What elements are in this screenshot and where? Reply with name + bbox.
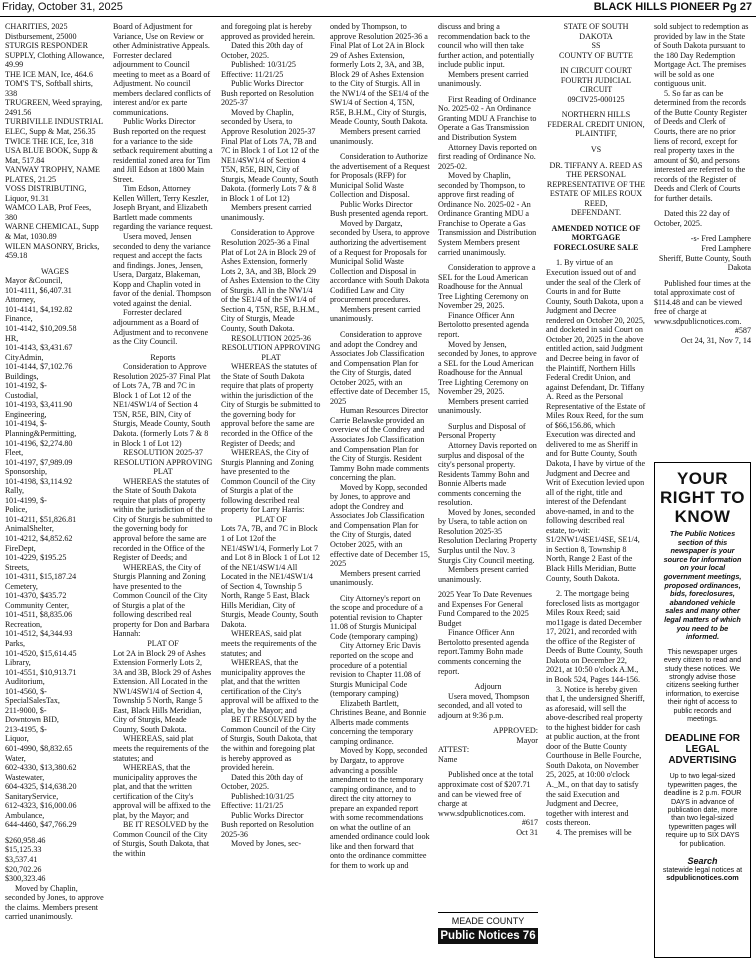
paragraph: PLAINTIFF, [575,129,617,139]
paragraph: 101-4311, $15,187.24 [5,572,77,582]
paragraph: WHEREAS, said plat meets the requirements of the statutes; and [221,629,317,658]
paragraph: Dated this 22 day of October, 2025. [654,209,730,228]
paragraph: Sponsorship, [5,467,48,477]
paragraph: WAMCO LAB, Prof Fees, 380 [5,203,92,222]
paragraph: Public Works Director Bush reported on Resolution 2025-36 [221,810,314,839]
footer-county: MEADE COUNTY [451,916,525,926]
paragraph: Library, [5,658,31,668]
paragraph: WARNE CHEMICAL, Supp & Mat, 1030.89 [5,222,99,242]
search-label: Search [687,856,718,867]
paragraph: Buildings, [5,371,39,381]
paragraph: First Reading of Ordinance No. 2025-02 - An Ordinance Granting MDU A Franchise to Operate a Gas Transmission and Distribution System [438,94,537,143]
search-text: statewide legal notices at [662,866,743,875]
paragraph: STURGIS RESPONDER SUPPLY, Clothing Allowance, 49.99 [5,41,105,70]
paragraph: Downtown BID, [5,715,59,725]
paragraph: Surplus and Disposal of Personal Property [438,421,526,441]
paragraph: RESOLUTION APPROVING PLAT [221,343,321,362]
paragraph: Moved by Chaplin, seconded by Thompson, to approve first reading of Ordinance No. 2025-02 - An Ordinance Granting MDU a Franchise to Operate a Gas Transmission and Distribution System Members present carried unanimously. [438,171,537,257]
paragraph: 2. The mortgage being foreclosed lists as mortgagor Miles Roux Reed; said mo11gage is dated December 17, 2021, and recorded with the office of the Register of Deeds of Butte County, South Dakota on December 22, 2021, at 10:50 o'clock A.M., in Book 524, Pages 144-156. [546,589,643,684]
paragraph: CHARITIES, 2025 Distbursement, 25000 [5,22,77,41]
paper-name-page: BLACK HILLS PIONEER Pg 27 [593,1,752,13]
paragraph: #617 [521,818,538,828]
page-header [0,0,756,17]
paragraph: 101-4551, $10,913.71 [5,667,77,677]
paragraph: 101-4144, $7,102.76 [5,362,73,372]
paragraph: VS [590,145,602,155]
paragraph: S1/2NW1/4SE1/4SE, SE1/4, in Section 8, Township 8 North, Range 2 East of the Black Hills Meridian, Butte County, South Dakota. [546,535,640,583]
column-7 [654,22,751,362]
paragraph: 101-4512, $4,344.93 [5,629,73,639]
paragraph: Community Center, [5,600,69,610]
paragraph: onded by Thompson, to approve Resolution 2025-36 a Final Plat of Lot 2A in Block 29 of Ashes Extension, formerly Lots 2, 3A, and 3B, Block 29 of Ashes Extension to the City of Sturgis. All in the NW1/4 of the SE1/4 of the SW1/4 of Section 4, T5N, R5E, B.H.M., City of Sturgis, Meade County, South Dakota. [330,22,429,127]
paragraph: Rally, [5,486,25,496]
paragraph: Tim Edson, Attorney Kellen Willert, Terry Keszler, Joseph Bryant, and Elizabeth Bartlett made comments regarding the variance request. [113,184,213,232]
paragraph: CityAdmin, [5,352,44,362]
paragraph: Moved by Jensen, seconded by Jones, to approve a SEL for the Loud American Roadhouse for the Annual Tree Lighting Ceremony on November 29, 2025. [438,339,537,397]
paragraph: SS [591,41,601,51]
paragraph: TOM'S T'S, Softball shirts, 338 [5,79,93,98]
paragraph: Cemetery, [5,581,38,591]
paragraph: -s- Fred Lamphere [690,234,751,244]
paragraph: Usera moved, Thompson seconded, and all voted to adjourn at 9:36 p.m. [438,691,530,720]
paragraph: Water, [5,753,26,763]
paragraph: RESOLUTION 2025-37 [123,448,203,458]
paragraph: Finance Officer Ann Bertolotto presented agenda report.Tammy Bohn made comments concerning the report. [438,628,529,676]
paragraph: Public Works Director Bush reported on the request for a variance to the side setback requirement abutting a residential zoned area for Tim and Jill Edson at 1800 Main Street. [113,117,213,184]
column-6 [546,22,646,970]
deadline-text: Up to two legal-sized typewritten pages, the deadline is 2 p.m. FOUR DAYS in advance of publication date, more than two legal-sized typewritten pages will require up to SIX DAYS for publication. [663,772,742,848]
box-urge: This newspaper urges every citizen to read and study these notices. We strongly advise those citizens seeking further information, to exercise their right of access to public records and meetings. [663,647,742,723]
paragraph: 5. So far as can be determined from the records of the Butte County Register of Deeds and Clerk of Courts, there are no prior liens of record, except for real property taxes in the amount of $0, and persons interested are referred to the records of the Register of Deeds and Clerk of Courts for further details. [654,88,748,203]
paragraph: AMENDED NOTICE OF MORTGAGE FORECLOSURE SALE [551,223,641,252]
paragraph: Fred Lamphere [701,244,751,254]
paragraph: VOSS DISTRIBUTING, Liquor, 91.31 [5,184,87,203]
paragraph: Members present carried unanimously. [330,304,421,324]
paragraph: PLAT OF [255,514,287,524]
paragraph: TWICE THE ICE, Ice, 318 [5,136,94,146]
paragraph: Finance Officer Ann Bertolotto presented agenda report. [438,310,529,339]
paragraph: Oct 24, 31, Nov 7, 14 [680,335,751,345]
box-headline: YOUR RIGHT TO KNOW [660,469,745,526]
paragraph: 3. Notice is hereby given that I, the undersigned Sheriff, as aforesaid, will sell the above-described real property to the highest bidder for cash at public auction, at the front door of the Butte County Courthouse in Belle Fourche, South Dakota, on November 25, 2025, at 10:00 o'clock A._M., on that day to satisfy the said Execution and Judgment and Decree, together with interest and costs thereon. [546,684,645,828]
paragraph: Elizabeth Bartlett, Christines Beane, and Bonnie Alberts made comments concerning the temporary camping ordinance. [330,698,427,746]
paragraph: USA BLUE BOOK, Supp & Mat, 517.84 [5,146,98,165]
paragraph: WHEREAS the statutes of the State of South Dakota require that plats of property within the jurisdiction of the City of Sturgis be submitted to the governing body for approval before the same are recorded in the Office of the Register of Deeds; and [113,476,213,563]
paragraph: 101-4196, $2,274.80 [5,438,73,448]
paragraph: Moved by Kopp, seconded by Jones, to approve and adopt the Condrey and Associates Job Classification and Compensation Plan for the City of Sturgis, dated October 2025, with an effective date of December 15, 2025 [330,482,430,569]
paragraph: WHEREAS, the City of Sturgis Planning and Zoning have presented to the Common Council of the City of Sturgis a plat of the following described real property for Don and Barbara Hannah: [113,562,210,639]
paragraph: Consideration to approve a SEL for the Loud American Roadhouse for the Annual Tree Lighting Ceremony on November 29, 2025. [438,263,536,311]
paragraph: discuss and bring a recommendation back to the council who will then take further action, and potentially include public input. [438,22,535,70]
right-to-know-box [654,462,751,958]
paragraph: Public Works Director Bush presented agenda report. [330,199,428,219]
paragraph: Auditorium, [5,677,45,687]
paragraph: Moved by Kopp, seconded by Dargatz, to approve advancing a possible amendment to the temporary camping ordinance, and to direct the city attorney to prepare an expanded report with some recommendations on what the outline of an amended ordinance could look like and then forward that onto the ordinance committee for them to work up and [330,746,430,871]
paragraph: 1. By virtue of an Execution issued out of and under the seal of the Clerk of Courts in and for Butte County, South Dakota, upon a Judgment and Decree rendered on October 20, 2025, and docketed in said Court on October 20, 2025 in the above entitled action, said Judgment and Decree being in favor of the Plaintiff, Northern Hills Federal Credit Union, and against Defendant, Dr. Tiffany A. Reed as the Personal Representative of the Estate of Miles Roux Reed, for the sum of $66,156.86, which Execution was directed and delivered to me as Sheriff in and for Butte County, South Dakota, I have by virtue of the Judgment and Decree and Writ of Execution levied upon all of the right, title and interest of the Defendant above-named, in and to the following described real estate, to-wit: [546,258,646,535]
paragraph: 602-4330, $13,380.62 [5,763,77,773]
paragraph: FireDept, [5,543,36,553]
paragraph: AnimalShelter, [5,524,54,534]
paragraph: Published: 10/31/25 [231,60,296,70]
paragraph: 101-4198, $3,114.92 [5,476,73,486]
paragraph: Oct 31 [516,827,538,837]
paragraph: Published once at the total approximate cost of $207.71 and can be viewed free of charge at www.sdpublicnotices.com. [438,770,534,818]
paragraph: 101-4197, $7,989.09 [5,457,73,467]
paragraph: BE IT RESOLVED by the Common Council of the City of Sturgis, South Dakota, that the within [113,820,210,859]
paragraph: 101-4192, $- [5,381,47,391]
paragraph: Members present carried unanimously. [330,568,421,588]
paragraph: City Attorney's report on the scope and procedure of a potential revision to Chapter 11.08 of Sturgis Municipal Code (temporary camping) [330,593,423,641]
paragraph: #587 [734,326,751,336]
paragraph: Custodial, [5,390,39,400]
paragraph: 4. The premises will be [556,827,632,837]
paragraph: Fleet, [5,448,24,458]
paragraph: Consideration to Authorize the advertisement of a Request for Proposals (RFP) for Municipal Solid Waste Collection and Disposal. [330,152,430,200]
paragraph: Adjourn [474,682,502,692]
paragraph: $300,323.46 [5,874,46,884]
paragraph: Board of Adjustment for Variance, Use on Review or other Administrative Appeals. Forrester declared adjournment to Council meeting to meet as a Board of Adjustment. No council members declared conflicts of interest and/or ex parte communications. [113,22,211,117]
paragraph: sold subject to redemption as provided by law in the State of South Dakota pursuant to the 180 Day Redemption Mortgage Act. The premises will be sold as one contiguous unit. [654,22,749,89]
column-4 [330,22,430,970]
paragraph: Moved by Jones, sec- [231,839,302,849]
paragraph: Effective: 11/21/25 [221,69,284,79]
paragraph: and foregoing plat is hereby approved as provided herein. [221,22,315,41]
paragraph: Dated this 20th day of October, 2025. [221,772,303,792]
paragraph: 101-4560, $- [5,686,47,696]
paragraph: $20,702.26 [5,864,42,874]
paragraph: 09CIV25-000125 [567,94,625,104]
column-1 [5,22,105,970]
paragraph: TRUGREEN, Weed spraying, 2491.56 [5,98,103,117]
paragraph: Members present carried unanimously. [438,565,529,584]
paragraph: Reports [150,352,176,362]
paragraph: TURBIVILLE INDUSTRIAL ELEC, Supp & Mat, 256.35 [5,117,103,137]
paragraph: $3,537.41 [5,855,38,865]
paragraph: HR, [5,333,19,343]
paragraph: Parks, [5,639,26,648]
paragraph: Effective: 11/21/25 [221,801,284,811]
paragraph: Published:10/31/25 [231,791,294,801]
paragraph: WHEREAS, that the municipality approves the plat, and that the written certification of the City's approval will be affixed to the plat, by the Mayor; and [113,763,211,820]
paragraph: City Attorney Eric Davis reported on the scope and procedure of a potential revision to Chapter 11.08 of Sturgis Municipal Code (temporary camping) [330,641,421,699]
paragraph: Police, [5,505,28,515]
paragraph: Forrester declared adjournment as a Board of Adjustment and to reconvene as the City Council. [113,308,209,347]
paragraph: Ambulance, [5,810,45,820]
paragraph: Lots 7A, 7B, and 7C in Block 1 of Lot 12of the NE1/4SW1/4, Formerly Lot 7 and Lot 8 in Block 1 of Lot 12 of the NE1/4SW1/4 All Located in the NE1/4SW1/4 of Section 4, Township 5 North, Range 5 East, Black Hills Meridian, City of Sturgis, Meade County, South Dakota. [221,524,320,629]
paragraph: THE ICE MAN, Ice, 464.6 [5,69,93,79]
paragraph: Wastewater, [5,772,45,782]
paragraph: Recreation, [5,619,43,629]
box-intro: The Public Notices section of this newspaper is your source for information on your local government meetings, proposed ordinances, bids, foreclosures, abandoned vehicle sales and many other legal matters of which you need to be informed. [663,529,742,642]
paragraph: VANWAY TROPHY, NAME PLATES, 21.25 [5,165,100,184]
paragraph: 101-4194, $- [5,419,47,429]
paragraph: Moved by Dargatz, seconded by Usera, to approve authorizing the advertisement of a Request for Proposals for Municipal Solid Waste Collection and Disposal in accordance with South Dakota Codified Law and City procurement procedures. [330,218,430,305]
paragraph: RESOLUTION APPROVING PLAT [113,457,213,477]
paragraph: Moved by Chaplin, seconded by Jones, to approve the claims. Members present carried unanimously. [5,883,104,922]
deadline-title: DEADLINE FOR LEGAL ADVERTISING [665,733,740,767]
paragraph: Mayor &Council, [5,276,63,286]
paragraph: WHEREAS, the City of Sturgis Planning and Zoning have presented to the Common Council of the City of Sturgis a plat of the following described real property for Larry Harris: [221,448,316,515]
column-5 [438,22,538,902]
paragraph: PLAT OF [147,639,179,648]
column-3 [221,22,321,970]
paragraph: 101-4141, $4,192.82 [5,304,73,314]
search-url-link[interactable]: sdpublicnotices.com [666,873,739,883]
paragraph: Human Resources Director Carrie Belawske provided an overview of the Condrey and Associates Job Classification and Compensation Plan for the City of Sturgis. Resident Tammy Bohn made comments concerning the plan. [330,406,430,483]
paragraph: WHEREAS, said plat meets the requirements of the statutes; and [113,734,209,763]
paragraph: IN CIRCUIT COURT FOURTH JUDICIAL CIRCUIT [560,66,632,95]
paragraph: BE IT RESOLVED by the Common Council of the City of Sturgis, South Dakota, that the within and foregoing plat is hereby approved as provided herein. [221,715,318,773]
paragraph: DEFENDANT. [571,208,621,218]
paragraph: 101-4511, $8,835.06 [5,610,73,620]
paragraph: Mayor [516,735,538,745]
paragraph: 101-4193, $3,411.90 [5,400,73,410]
paragraph: Moved by Jones, seconded by Usera, to table action on Resolution 2025-35 Resolution Declaring Property Surplus until the Nov. 3 Sturgis City Council meeting. [438,507,537,565]
paragraph: Engineering, [5,409,47,419]
paragraph: Published four times at the total approximate cost of $114.48 and can be viewed free of charge at www.sdpublicnotices.com. [654,278,751,326]
paragraph: 101-4212, $4,852.62 [5,533,73,543]
paragraph: 101-4229, $195.25 [5,553,67,563]
paragraph: Members present carried unanimously. [330,127,421,146]
paragraph: Members present carried unanimously. [438,396,529,416]
paragraph: WAGES [41,266,69,276]
section-footer [438,912,538,949]
paragraph: WHEREAS the statutes of the State of South Dakota require that plats of property within the jurisdiction of the City of Sturgis be submitted to the governing body for approval before the same are recorded in the Office of the Register of Deeds; and [221,362,321,448]
paragraph: 101-4143, $3,431.67 [5,343,73,353]
paragraph: Attorney, [5,295,36,305]
paragraph: 101-4211, $51,826.81 [5,514,77,524]
paragraph: DR. TIFFANY A. REED AS THE PERSONAL REPRESENTATIVE OF THE ESTATE OF MILES ROUX REED, [546,160,646,208]
paragraph: Moved by Chaplin, seconded by Usera, to Approve Resolution 2025-37 Final Plat of Lots 7A, 7B and 7C in Block 1 of Lot 12 of the NE1/4SW1/4 of Section 4 T5N, R5E, BIN, City of Sturgis, Meade County, South Dakota. (formerly Lots 7 & 8 in Block 1 of Lot 12) [221,107,320,203]
paragraph: 101-4199, $- [5,495,47,505]
paragraph: Lot 2A in Block 29 of Ashes Extension Formerly Lots 2, 3A and 3B, Block 29 of Ashes Extension. All Located in the NW1/4SW1/4 of Section 4, Township 5 North, Range 5 East, Black Hills Meridian, City of Sturgis, Meade County, South Dakota. [113,648,212,734]
paragraph: Public Works Director Bush reported on Resolution 2025-37 [221,79,314,108]
paragraph: Consideration to Approve Resolution 2025-37 Final Plat of Lots 7A, 7B and 7C in Block 1 of Lot 12 of the NE1/4SW1/4 of Section 4 T5N, R5E, BIN, City of Sturgis, Meade County, South Dakota. (formerly Lots 7 & 8 in Block 1 of Lot 12) [113,362,211,448]
paragraph: ATTEST: [438,745,470,755]
paragraph: Consideration to approve and adopt the Condrey and Associates Job Classification and Compensation Plan for the City of Sturgis, dated October 2025, with an effective date of December 15, 2025 [330,329,430,406]
issue-date: Friday, October 31, 2025 [2,1,123,13]
paragraph: 612-4323, $16,000.06 [5,801,77,811]
paragraph: 604-4325, $14,638.20 [5,782,77,792]
paragraph: 601-4990, $8,832.65 [5,744,73,754]
paragraph: APPROVED: [493,726,538,736]
paragraph: Attorney Davis reported on surplus and disposal of the city's personal property. Residents Tammy Bohn and Bonnie Alberts made comments concerning the resolution. [438,440,537,508]
paragraph: Attorney Davis reported on first reading of Ordinance No. 2025-02. [438,142,537,171]
paragraph: SanitaryService, [5,791,59,801]
paragraph: 101-4520, $15,614.45 [5,648,77,658]
paragraph: Consideration to Approve Resolution 2025-36 a Final Plat of Lot 2A in Block 29 of Ashes Extension, formerly Lots 2, 3A, and 3B, Block 29 of Ashes Extension to the City of Sturgis. All in the NW1/4 of the SE1/4 of the SW1/4 of Section 4, T5N, R5E, B.H.M., City of Sturgis, Meade County, South Dakota. [221,228,320,333]
paragraph: Members present carried unanimously. [438,69,529,89]
paragraph: 644-4460, $47,766.29 [5,820,77,830]
paragraph: Streets, [5,562,30,572]
paragraph: 101-4111, $6,407.31 [5,285,72,295]
paragraph: Name [438,754,458,764]
paragraph: 2025 Year To Date Revenues and Expenses For General Fund Compared to the 2025 Budget [438,590,532,628]
footer-section-title: Public Notices 76 [438,928,538,944]
paragraph: STATE OF SOUTH DAKOTA [563,22,629,41]
paragraph: $260,958.46 [5,835,46,845]
paragraph: 211-9000, $- [5,705,47,715]
paragraph: Usera moved, Jensen seconded to deny the variance request and accept the facts and findings. Jones, Jensen, Usera, Dargatz, Blakeman, Kopp and Chaplin voted in favor of the denial. Thompson voted against the denial. [113,232,212,308]
paragraph: SpecialSalesTax, [5,696,60,706]
paragraph: Dated this 20th day of October, 2025. [221,41,303,60]
paragraph: WILEN MASONRY, Bricks, 459.18 [5,241,100,261]
paragraph: 213-4195, $- [5,724,47,734]
paragraph: Sheriff, Butte County, South Dakota [658,253,751,273]
paragraph: RESOLUTION 2025-36 [231,333,311,343]
paragraph: COUNTY OF BUTTE [559,50,633,60]
paragraph: WHEREAS, that the municipality approves the plat, and that the written certification of the City's approval will be affixed to the plat, by the Mayor; and [221,658,319,715]
paragraph: 101-4370, $435.72 [5,591,67,601]
paragraph: Liquor, [5,734,29,744]
column-2 [113,22,213,970]
paragraph: NORTHERN HILLS FEDERAL CREDIT UNION, [547,110,645,129]
paragraph: $15,125.33 [5,845,42,855]
paragraph: Members present carried unanimously. [221,203,312,222]
paragraph: Planning&Permitting, [5,428,77,438]
paragraph: Finance, [5,314,33,324]
paragraph: 101-4142, $10,209.58 [5,323,77,333]
